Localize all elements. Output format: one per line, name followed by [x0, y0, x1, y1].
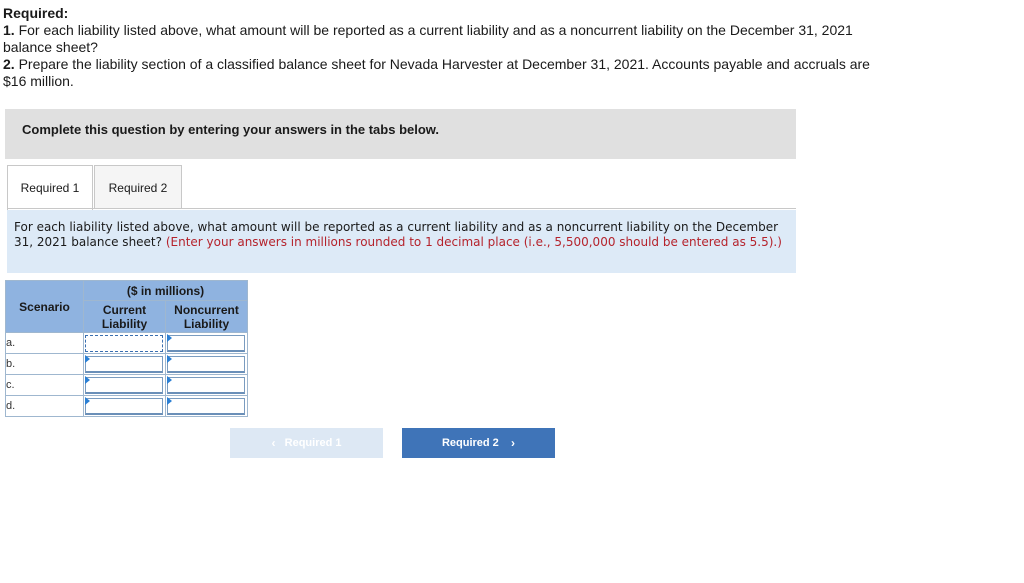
input-flag-icon [167, 376, 172, 384]
tab-required-1[interactable]: Required 1 [7, 165, 93, 210]
question-hint: (Enter your answers in millions rounded to 1 decimal place (i.e., 5,500,000 should be entered as 5.5).) [165, 235, 782, 249]
liability-table [5, 280, 248, 417]
requirement-2-text: Prepare the liability section of a classified balance sheet for Nevada Harvester at December 31, 2021. Accounts payable and accruals are $16 million. [3, 56, 870, 89]
input-flag-icon [85, 397, 90, 405]
prev-button-label: Required 1 [284, 437, 342, 449]
row-label: c. [6, 375, 84, 396]
question-box [7, 210, 796, 273]
noncurrent-liability-input-c[interactable] [167, 377, 245, 394]
requirement-2 [3, 56, 883, 90]
table-row [6, 375, 248, 396]
input-flag-icon [85, 355, 90, 363]
current-liability-input-a[interactable] [85, 335, 163, 352]
tab-divider [7, 208, 796, 209]
table-row [6, 333, 248, 354]
input-flag-icon [167, 334, 172, 342]
tab-required-2[interactable]: Required 2 [94, 165, 182, 209]
table-row [6, 354, 248, 375]
next-button-label: Required 2 [441, 437, 499, 449]
noncurrent-liability-input-b[interactable] [167, 356, 245, 373]
current-liability-input-b[interactable] [85, 356, 163, 373]
row-label: b. [6, 354, 84, 375]
noncurrent-liability-input-d[interactable] [167, 398, 245, 415]
requirement-1-text: For each liability listed above, what amount will be reported as a current liability and as a noncurrent liability on the December 31, 2021 balance sheet? [3, 22, 853, 55]
current-liability-input-d[interactable] [85, 398, 163, 415]
requirements-section [3, 5, 883, 90]
scenario-header: Scenario [6, 281, 84, 333]
instruction-banner: Complete this question by entering your answers in the tabs below. [5, 109, 796, 159]
input-flag-icon [167, 397, 172, 405]
next-required-2-button[interactable] [402, 428, 555, 458]
prev-required-1-button[interactable] [230, 428, 383, 458]
table-row [6, 396, 248, 417]
requirement-1 [3, 22, 883, 56]
requirement-2-number: 2. [3, 56, 15, 72]
question-text: For each liability listed above, what amount will be reported as a current liability and as a noncurrent liability on the December 31, 2021 balance sheet? [14, 220, 779, 249]
current-liability-input-c[interactable] [85, 377, 163, 394]
input-flag-icon [85, 376, 90, 384]
required-heading: Required: [3, 5, 69, 21]
chevron-left-icon: ‹ [271, 436, 276, 450]
row-label: d. [6, 396, 84, 417]
row-label: a. [6, 333, 84, 354]
chevron-right-icon: › [511, 436, 516, 450]
current-liability-header: Current Liability [84, 301, 166, 333]
requirement-1-number: 1. [3, 22, 15, 38]
input-flag-icon [167, 355, 172, 363]
noncurrent-liability-input-a[interactable] [167, 335, 245, 352]
noncurrent-liability-header: Noncurrent Liability [166, 301, 248, 333]
millions-group-header: ($ in millions) [84, 281, 248, 301]
